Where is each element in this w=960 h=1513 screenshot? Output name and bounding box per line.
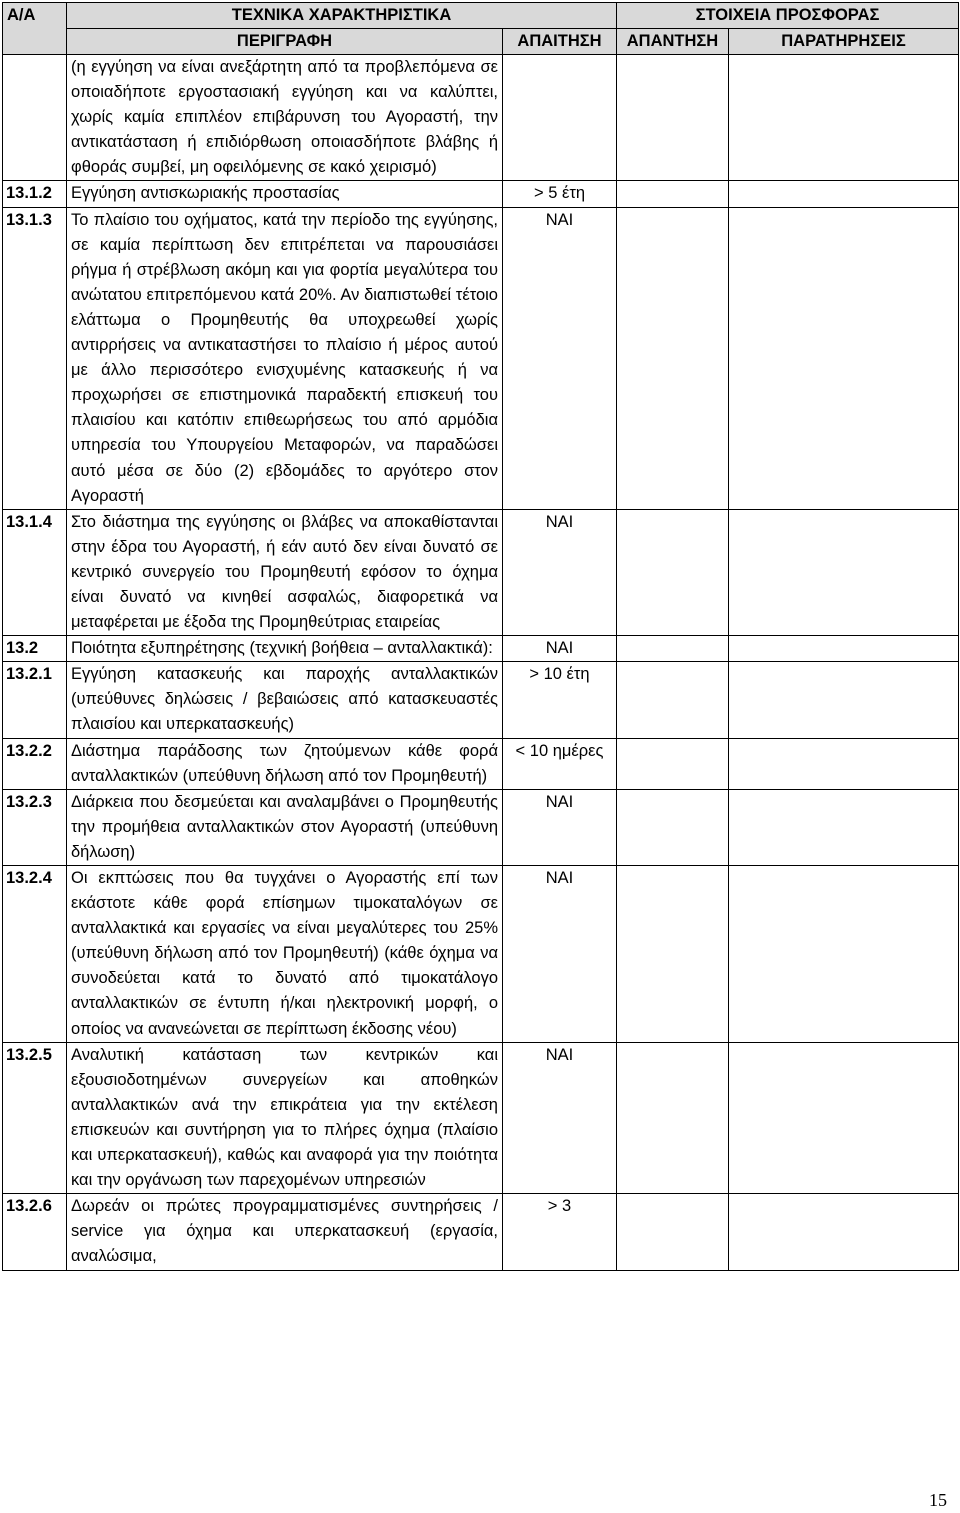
row-answer — [617, 866, 729, 1043]
row-description: Οι εκπτώσεις που θα τυγχάνει ο Αγοραστής επί των εκάστοτε κάθε φορά επίσημων τιμοκαταλόγων σε ανταλλακτικά και εργασίες να είναι μεγαλύτερες του 25% (υπεύθυνη δήλωση από τον Προμηθευτή) (κάθε όχημα να συνοδεύεται κατά το δυνατό από τιμοκατάλογο ανταλλακτικών σε έντυπη ή/και ηλεκτρονική μορφή, ο οποίος να ανανεώνεται σε περίπτωση έκδοσης νέου) — [67, 866, 503, 1043]
row-requirement: ΝΑΙ — [503, 509, 617, 635]
table-row — [3, 636, 959, 662]
row-description: (η εγγύηση να είναι ανεξάρτητη από τα προβλεπόμενα σε οποιαδήποτε εργοστασιακή εγγύηση και να καλύπτει, χωρίς καμία επιπλέον επιβάρυνση του Αγοραστή, την αντικατάσταση ή επιδιόρθωση οποιασδήποτε βλάβης ή φθοράς συμβεί, μη οφειλόμενης σε κακό χειρισμό) — [67, 55, 503, 181]
row-requirement: ΝΑΙ — [503, 789, 617, 865]
row-requirement: ΝΑΙ — [503, 866, 617, 1043]
row-answer — [617, 55, 729, 181]
row-number: 13.2 — [3, 636, 67, 662]
table-row — [3, 789, 959, 865]
table-row — [3, 509, 959, 635]
table-row — [3, 207, 959, 509]
row-number: 13.2.6 — [3, 1194, 67, 1270]
row-number: 13.2.1 — [3, 662, 67, 738]
row-answer — [617, 738, 729, 789]
table-row — [3, 1194, 959, 1270]
header-notes: ΠΑΡΑΤΗΡΗΣΕΙΣ — [729, 29, 959, 55]
row-notes — [729, 207, 959, 509]
row-number: 13.1.3 — [3, 207, 67, 509]
header-requirement: ΑΠΑΙΤΗΣΗ — [503, 29, 617, 55]
row-requirement: ΝΑΙ — [503, 636, 617, 662]
row-answer — [617, 1042, 729, 1194]
table-header — [3, 3, 959, 55]
row-description: Ποιότητα εξυπηρέτησης (τεχνική βοήθεια – ανταλλακτικά): — [67, 636, 503, 662]
row-number: 13.1.4 — [3, 509, 67, 635]
row-requirement: > 10 έτη — [503, 662, 617, 738]
row-notes — [729, 509, 959, 635]
row-requirement: ΝΑΙ — [503, 1042, 617, 1194]
row-answer — [617, 207, 729, 509]
row-requirement: > 5 έτη — [503, 181, 617, 207]
table-row — [3, 1042, 959, 1194]
header-aa: Α/Α — [3, 3, 67, 55]
row-description: Δωρεάν οι πρώτες προγραμματισμένες συντηρήσεις / service για όχημα και υπερκατασκευή (εργασία, αναλώσιμα, — [67, 1194, 503, 1270]
row-answer — [617, 636, 729, 662]
row-notes — [729, 1042, 959, 1194]
row-description: Διάστημα παράδοσης των ζητούμενων κάθε φορά ανταλλακτικών (υπεύθυνη δήλωση από τον Προμηθευτή) — [67, 738, 503, 789]
row-answer — [617, 662, 729, 738]
row-requirement: > 3 — [503, 1194, 617, 1270]
header-tech-group: ΤΕΧΝΙΚΑ ΧΑΡΑΚΤΗΡΙΣΤΙΚΑ — [67, 3, 617, 29]
row-answer — [617, 1194, 729, 1270]
row-answer — [617, 789, 729, 865]
row-number: 13.2.2 — [3, 738, 67, 789]
row-number — [3, 55, 67, 181]
row-requirement — [503, 55, 617, 181]
table-row — [3, 55, 959, 181]
row-description: Αναλυτική κατάσταση των κεντρικών και εξουσιοδοτημένων συνεργείων και αποθηκών ανταλλακτικών ανά την επικράτεια για την εκτέλεση επισκευών και συντήρηση για το πλήρες όχημα (πλαίσιο και υπερκατασκευή), καθώς και αναφορά για την ποιότητα και την οργάνωση των παρεχομένων υπηρεσιών — [67, 1042, 503, 1194]
row-notes — [729, 55, 959, 181]
row-description: Εγγύηση αντισκωριακής προστασίας — [67, 181, 503, 207]
header-offer-group: ΣΤΟΙΧΕΙΑ ΠΡΟΣΦΟΡΑΣ — [617, 3, 959, 29]
table-row — [3, 662, 959, 738]
table-body — [3, 55, 959, 1271]
row-number: 13.2.4 — [3, 866, 67, 1043]
row-description: Στο διάστημα της εγγύησης οι βλάβες να αποκαθίστανται στην έδρα του Αγοραστή, ή εάν αυτό δεν είναι δυνατό σε κεντρικό συνεργείο του Προμηθευτή εφόσον το όχημα είναι δυνατό να κινηθεί ασφαλώς, διαφορετικά να μεταφέρεται με έξοδα της Προμηθεύτριας εταιρείας — [67, 509, 503, 635]
row-description: Το πλαίσιο του οχήματος, κατά την περίοδο της εγγύησης, σε καμία περίπτωση δεν επιτρέπεται να παρουσιάσει ρήγμα ή στρέβλωση ακόμη και για φορτία μεγαλύτερα του ανώτατου επιτρεπόμενου κατά 20%. Αν διαπιστωθεί τέτοιο ελάττωμα ο Προμηθευτής θα υποχρεωθεί χωρίς αντιρρήσεις να αντικαταστήσει το πλαίσιο ή μέρος αυτού με άλλο περισσότερο ενισχυμένης κατασκευής ή να προχωρήσει σε επιστημονικά παραδεκτή επισκευή του πλαισίου και κατόπιν επιθεωρήσεως του από αρμόδια υπηρεσία του Υπουργείου Μεταφορών, να παραδώσει αυτό μέσα σε δύο (2) εβδομάδες το αργότερο στον Αγοραστή — [67, 207, 503, 509]
row-notes — [729, 181, 959, 207]
row-number: 13.1.2 — [3, 181, 67, 207]
row-answer — [617, 181, 729, 207]
row-notes — [729, 738, 959, 789]
row-number: 13.2.3 — [3, 789, 67, 865]
row-notes — [729, 866, 959, 1043]
table-row — [3, 738, 959, 789]
row-answer — [617, 509, 729, 635]
row-description: Εγγύηση κατασκευής και παροχής ανταλλακτικών (υπεύθυνες δηλώσεις / βεβαιώσεις από κατασκευαστές πλαισίου και υπερκατασκευής) — [67, 662, 503, 738]
row-description: Διάρκεια που δεσμεύεται και αναλαμβάνει ο Προμηθευτής την προμήθεια ανταλλακτικών στον Αγοραστή (υπεύθυνη δήλωση) — [67, 789, 503, 865]
table-row — [3, 866, 959, 1043]
page-number: 15 — [929, 1490, 947, 1510]
row-number: 13.2.5 — [3, 1042, 67, 1194]
header-description: ΠΕΡΙΓΡΑΦΗ — [67, 29, 503, 55]
row-requirement: ΝΑΙ — [503, 207, 617, 509]
table-row — [3, 181, 959, 207]
row-notes — [729, 789, 959, 865]
row-requirement: < 10 ημέρες — [503, 738, 617, 789]
header-answer: ΑΠΑΝΤΗΣΗ — [617, 29, 729, 55]
row-notes — [729, 1194, 959, 1270]
row-notes — [729, 636, 959, 662]
row-notes — [729, 662, 959, 738]
spec-table — [2, 2, 959, 1271]
